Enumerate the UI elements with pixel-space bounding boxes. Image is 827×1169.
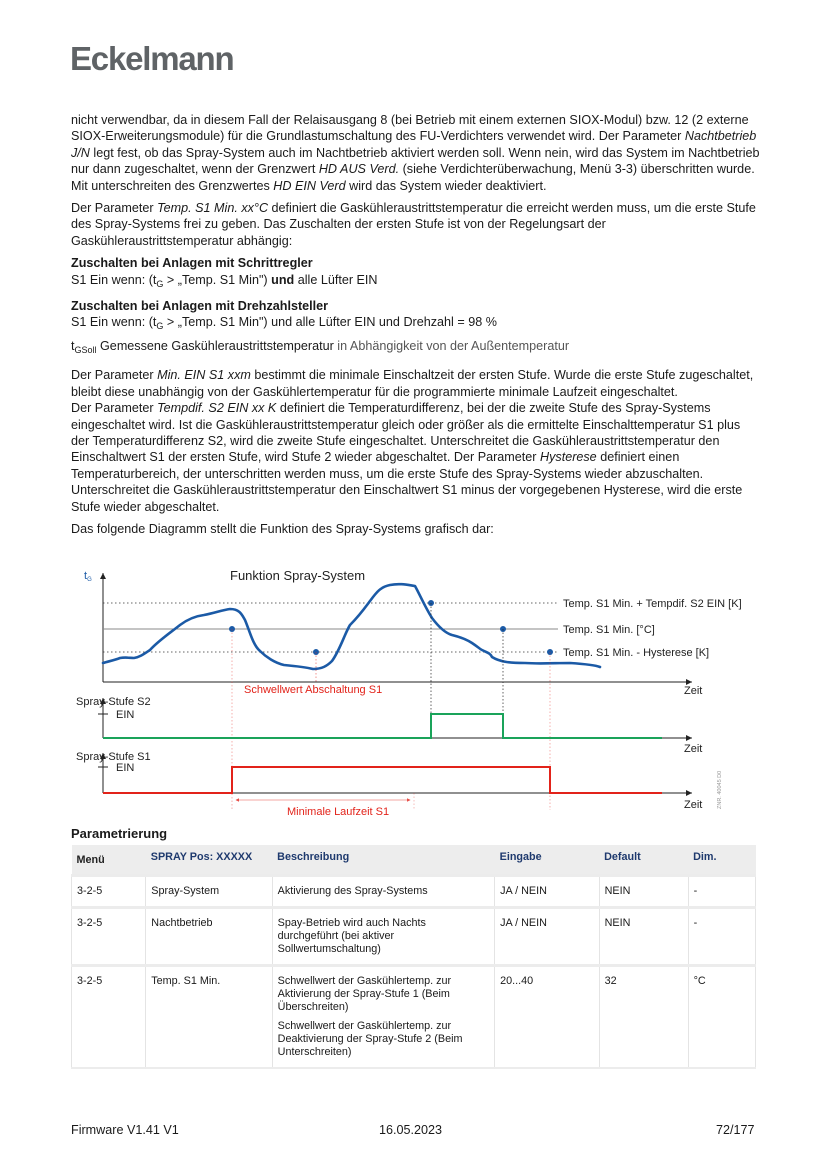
- s2-label: Spray-Stufe S2: [76, 696, 151, 708]
- footer-page-number: 72/177: [716, 1123, 755, 1137]
- label-temp-s1-min: Temp. S1 Min. [°C]: [563, 624, 655, 636]
- s2-ein-label: EIN: [116, 709, 135, 721]
- s1-label: Spray-Stufe S1: [76, 751, 151, 763]
- paragraph-min-ein: Der Parameter Min. EIN S1 xxm bestimmt die minimale Einschaltzeit der ersten Stufe. Wurde die erste Stufe zugeschaltet, bleibt diese unabhängig von der Gaskühlertemperatur für die programmierte minimale Laufzeit eingeschaltet.: [71, 368, 754, 399]
- param-temp-s1-min: Temp. S1 Min. xx°C: [157, 201, 269, 216]
- svg-text:tG: tG: [84, 570, 92, 583]
- paragraph-tempdif: Der Parameter Tempdif. S2 EIN xx K definiert die Temperaturdifferenz, bei der die zweite Stufe des Spray-Systems eingeschaltet wird. Ist die Gaskühleraustrittstemperatur gleich oder größer als die ermittelte Einschalttemperatur S1 plus der Temperaturdifferenz S2, wird die zweite Stufe eingeschaltet. Unterschreitet die Gaskühleraustrittstemperatur den Einschaltwert S1 der ersten Stufe, wird Stufe 2 wieder abgeschaltet. Der Parameter Hysterese definiert einen Temperaturbereich, der unterschritten werden muss, um die erste Stufe des Spray-Systems wieder abzuschalten. Unterschreitet die Gaskühleraustrittstemperatur den Einschaltwert S1 minus der vorgegebenen Hysterese, wird die erste Stufe wieder abgeschaltet.: [71, 401, 743, 514]
- table-row: 3-2-5 Nachtbetrieb Spay-Betrieb wird auch Nachts durchgeführt (bei aktiver Sollwertumschaltung) JA / NEIN NEIN -: [72, 908, 756, 966]
- param-hd-ein: HD EIN Verd: [273, 178, 346, 193]
- section-parametrierung: Parametrierung: [71, 826, 168, 841]
- param-min-ein-s1: Min. EIN S1 xxm: [157, 368, 251, 383]
- parameter-table: [71, 845, 756, 1069]
- figure-id: ZNR. 40045 D0: [717, 770, 723, 809]
- paragraph-diagram-intro: Das folgende Diagramm stellt die Funktion des Spray-Systems grafisch dar:: [71, 521, 494, 536]
- heading-schrittregler: Zuschalten bei Anlagen mit Schrittregler: [71, 256, 313, 271]
- table-row: 3-2-5 Spray-System Aktivierung des Spray-Systems JA / NEIN NEIN -: [72, 876, 756, 908]
- heading-drehzahlsteller: Zuschalten bei Anlagen mit Drehzahlsteller: [71, 299, 329, 314]
- x-axis-label-s1: Zeit: [684, 799, 703, 811]
- footer-date: 16.05.2023: [379, 1123, 443, 1137]
- col-beschreibung: Beschreibung: [272, 845, 494, 876]
- col-default: Default: [599, 845, 688, 876]
- col-menu: Menü: [72, 845, 146, 876]
- diagram-title: Funktion Spray-System: [230, 568, 366, 583]
- param-hysterese: Hysterese: [540, 450, 597, 465]
- footer-firmware: Firmware V1.41 V1: [71, 1123, 179, 1137]
- param-nachtbetrieb: Nachtbetrieb J/N: [71, 129, 757, 160]
- condition-schrittregler: S1 Ein wenn: ($t_G$ > „Temp. S1 Min") und alle Lüfter EIN: [71, 272, 378, 289]
- label-threshold-off-s1: Schwellwert Abschaltung S1: [244, 684, 383, 696]
- param-hd-aus: HD AUS Verd.: [318, 162, 400, 177]
- label-upper-threshold: Temp. S1 Min. + Tempdif. S2 EIN [K]: [563, 598, 742, 610]
- definition-tgsoll: $t_{GSoll}$ Gemessene Gaskühleraustrittstemperatur in Abhängigkeit von der Außentemperatur: [71, 338, 570, 355]
- col-dim: Dim.: [688, 845, 755, 876]
- condition-drehzahlsteller: S1 Ein wenn: ($t_G$ > „Temp. S1 Min") und alle Lüfter EIN und Drehzahl = 98 %: [71, 315, 497, 332]
- col-eingabe: Eingabe: [495, 845, 599, 876]
- spray-stage-s1-chart: [76, 751, 723, 818]
- s1-ein-label: EIN: [116, 762, 135, 774]
- paragraph-temp-s1: Der Parameter Temp. S1 Min. xx°C definiert die Gaskühleraustrittstemperatur die erreicht werden muss, um die erste Stufe des Spray-Systems frei zu geben. Das Zuschalten der ersten Stufe ist von der Regelungsart der Gaskühleraustrittstemperatur abhängig:: [71, 201, 756, 248]
- spray-system-diagram: [70, 565, 760, 825]
- x-axis-label-s2: Zeit: [684, 743, 703, 755]
- label-lower-threshold: Temp. S1 Min. - Hysterese [K]: [563, 647, 710, 659]
- param-tempdif-s2: Tempdif. S2 EIN xx K: [157, 401, 277, 416]
- spray-stage-s2-chart: [76, 696, 702, 755]
- temperature-chart: [84, 568, 742, 810]
- y-axis-label: t: [84, 570, 88, 582]
- table-row: 3-2-5 Temp. S1 Min. Schwellwert der Gaskühlertemp. zur Aktivierung der Spray-Stufe 1 (Beim Überschreiten) Schwellwert der Gaskühlertemp. zur Deaktivierung der Spray-Stufe 2 (Beim Unterschreiten) 20...40 32 °C: [72, 966, 756, 1069]
- label-min-runtime-s1: Minimale Laufzeit S1: [287, 806, 390, 818]
- table-header-row: [72, 845, 756, 876]
- col-pos: SPRAY Pos: XXXXX: [146, 845, 272, 876]
- body-text: [71, 112, 761, 543]
- eckelmann-logo: Eckelmann: [70, 40, 234, 77]
- x-axis-label-top: Zeit: [684, 685, 703, 697]
- paragraph-relay: nicht verwendbar, da in diesem Fall der Relaisausgang 8 (bei Betrieb mit einem externen SIOX-Modul) bzw. 12 (2 externe SIOX-Erweiterungsmodule) für die Grundlastumschaltung des FU-Verdichters verwendet wird. Der Parameter Nachtbetrieb J/N legt fest, ob das Spray-System auch im Nachtbetrieb aktiviert werden soll. Wenn nein, wird das System im Nachtbetrieb nur dann zugeschaltet, wenn der Grenzwert HD AUS Verd. (siehe Verdichterüberwachung, Menü 3-3) überschritten wurde. Mit unterschreiten des Grenzwertes HD EIN Verd wird das System wieder deaktiviert.: [71, 113, 760, 193]
